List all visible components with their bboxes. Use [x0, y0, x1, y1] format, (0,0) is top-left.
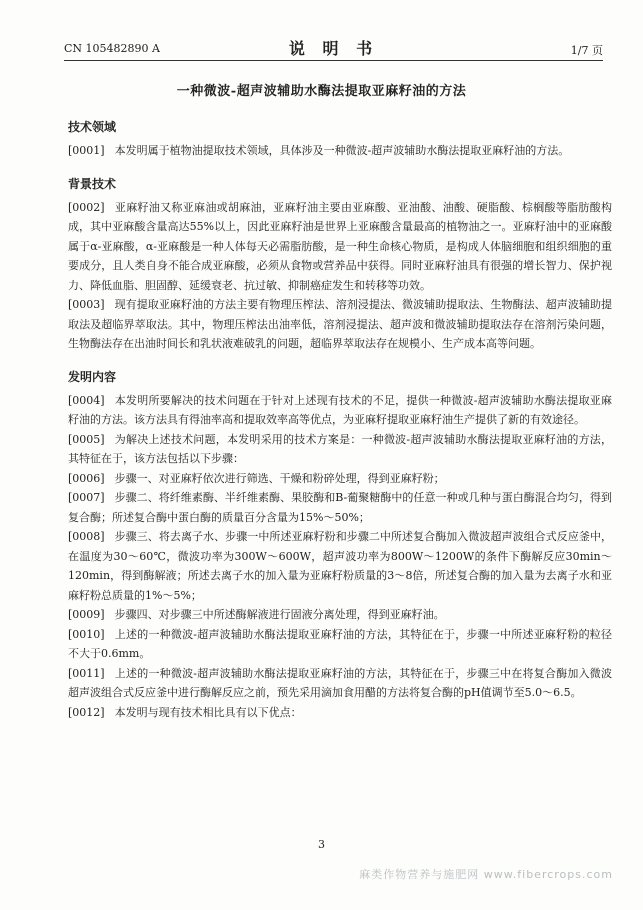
document-title: 一种微波-超声波辅助水酶法提取亚麻籽油的方法 — [176, 84, 467, 99]
page-number: 3 — [318, 838, 325, 851]
document-body — [68, 118, 612, 722]
paragraph-text: 上述的一种微波-超声波辅助水酶法提取亚麻籽油的方法，其特征在于，步骤三中在将复合酶加入微波超声波组合式反应釜中进行酶解反应之前，预先采用滴加食用醋的方法将复合酶的pH值调节至5.0～6.5。 — [68, 666, 612, 699]
paragraph-text: 步骤二、将纤维素酶、半纤维素酶、果胶酶和B-葡聚糖酶中的任意一种或几种与蛋白酶混合均匀，得到复合酶；所述复合酶中蛋白酶的质量百分含量为15%～50%； — [68, 491, 612, 524]
paragraph-text: 步骤四、对步骤三中所述酶解液进行固液分离处理，得到亚麻籽油。 — [114, 608, 445, 621]
watermark-url: www.fibercrops.com — [483, 868, 613, 881]
paragraph-number: [0003] — [68, 298, 105, 311]
paragraph-text: 步骤一、对亚麻籽依次进行筛选、干燥和粉碎处理，得到亚麻籽粉； — [114, 471, 445, 485]
paragraph-text: 上述的一种微波-超声波辅助水酶法提取亚麻籽油的方法，其特征在于，步骤一中所述亚麻籽粉的粒径不大于0.6mm。 — [68, 627, 612, 660]
paragraph-number: [0005] — [68, 432, 105, 446]
paragraph-number: [0009] — [68, 608, 105, 621]
paragraph-number: [0011] — [68, 666, 105, 680]
section-heading: 发明内容 — [68, 369, 117, 384]
paragraph-text: 为解决上述技术问题，本发明采用的技术方案是：一种微波-超声波辅助水酶法提取亚麻籽油的方法，其特征在于，该方法包括以下步骤： — [68, 432, 612, 465]
paragraph — [68, 141, 612, 161]
watermark-text: 麻类作物营养与施肥网 — [359, 868, 480, 881]
paragraph — [68, 527, 612, 605]
paragraph-number: [0004] — [68, 393, 105, 407]
paragraph — [68, 488, 612, 527]
paragraph-number: [0012] — [68, 705, 105, 719]
paragraph — [68, 703, 612, 723]
paragraph-number: [0002] — [68, 200, 105, 214]
paragraph-number: [0008] — [68, 530, 105, 543]
page-count: 1/7 页 — [570, 44, 603, 57]
paragraph-number: [0010] — [68, 627, 105, 641]
patent-number: CN 105482890 A — [64, 42, 160, 55]
paragraph-number: [0007] — [68, 491, 105, 504]
paragraph-text: 本发明所要解决的技术问题在于针对上述现有技术的不足，提供一种微波-超声波辅助水酶法提取亚麻籽油的方法。该方法具有得油率高和提取效率高等优点，为亚麻籽提取亚麻籽油生产提供了新的有效途径。 — [68, 393, 612, 426]
paragraph — [68, 469, 612, 489]
section-heading: 技术领域 — [68, 120, 117, 134]
paragraph — [68, 430, 612, 469]
paragraph-text: 本发明与现有技术相比具有以下优点： — [114, 705, 302, 719]
paragraph — [68, 625, 612, 664]
paragraph — [68, 198, 612, 296]
paragraph — [68, 391, 612, 430]
paragraph-number: [0001] — [68, 144, 105, 157]
paragraph-text: 亚麻籽油又称亚麻油或胡麻油，亚麻籽油主要由亚麻酸、亚油酸、油酸、硬脂酸、棕榈酸等脂肪酸构成，其中亚麻酸含量高达55%以上，因此亚麻籽油是世界上亚麻酸含量最高的植物油之一。亚麻籽油中的亚麻酸属于α-亚麻酸，α-亚麻酸是一种人体每天必需脂肪酸，是一种生命核心物质，是构成人体脑细胞和组织细胞的重要成分，且人类自身不能合成亚麻酸，必须从食物或营养品中获得。同时亚麻籽油具有很强的增长智力、保护视力、降低血脂、胆固醇、延缓衰老、抗过敏、抑制癌症发生和转移等功效。 — [68, 200, 612, 292]
page-header — [64, 36, 603, 61]
document-type: 说 明 书 — [288, 39, 379, 58]
paragraph — [68, 295, 612, 354]
paragraph — [68, 605, 612, 625]
paragraph — [68, 664, 612, 703]
paragraph-text: 步骤三、将去离子水、步骤一中所述亚麻籽粉和步骤二中所述复合酶加入微波超声波组合式反应釜中，在温度为30～60℃，微波功率为300W～600W，超声波功率为800W～1200W的条件下酶解反应30min～120min，得到酶解液；所述去离子水的加入量为亚麻籽粉质量的3～8倍，所述复合酶的加入量为去离子水和亚麻籽粉总质量的1%～5%； — [68, 530, 612, 602]
paragraph-text: 现有提取亚麻籽油的方法主要有物理压榨法、溶剂浸提法、微波辅助提取法、生物酶法、超声波辅助提取法及超临界萃取法。其中，物理压榨法出油率低，溶剂浸提法、超声波和微波辅助提取法存在溶剂污染问题，生物酶法存在出油时间长和乳状液难破乳的问题，超临界萃取法存在规模小、生产成本高等问题。 — [68, 298, 612, 350]
paragraph-number: [0006] — [68, 471, 105, 485]
paragraph-text: 本发明属于植物油提取技术领域，具体涉及一种微波-超声波辅助水酶法提取亚麻籽油的方法。 — [114, 144, 570, 157]
section-heading: 背景技术 — [68, 176, 117, 191]
watermark — [359, 866, 613, 882]
